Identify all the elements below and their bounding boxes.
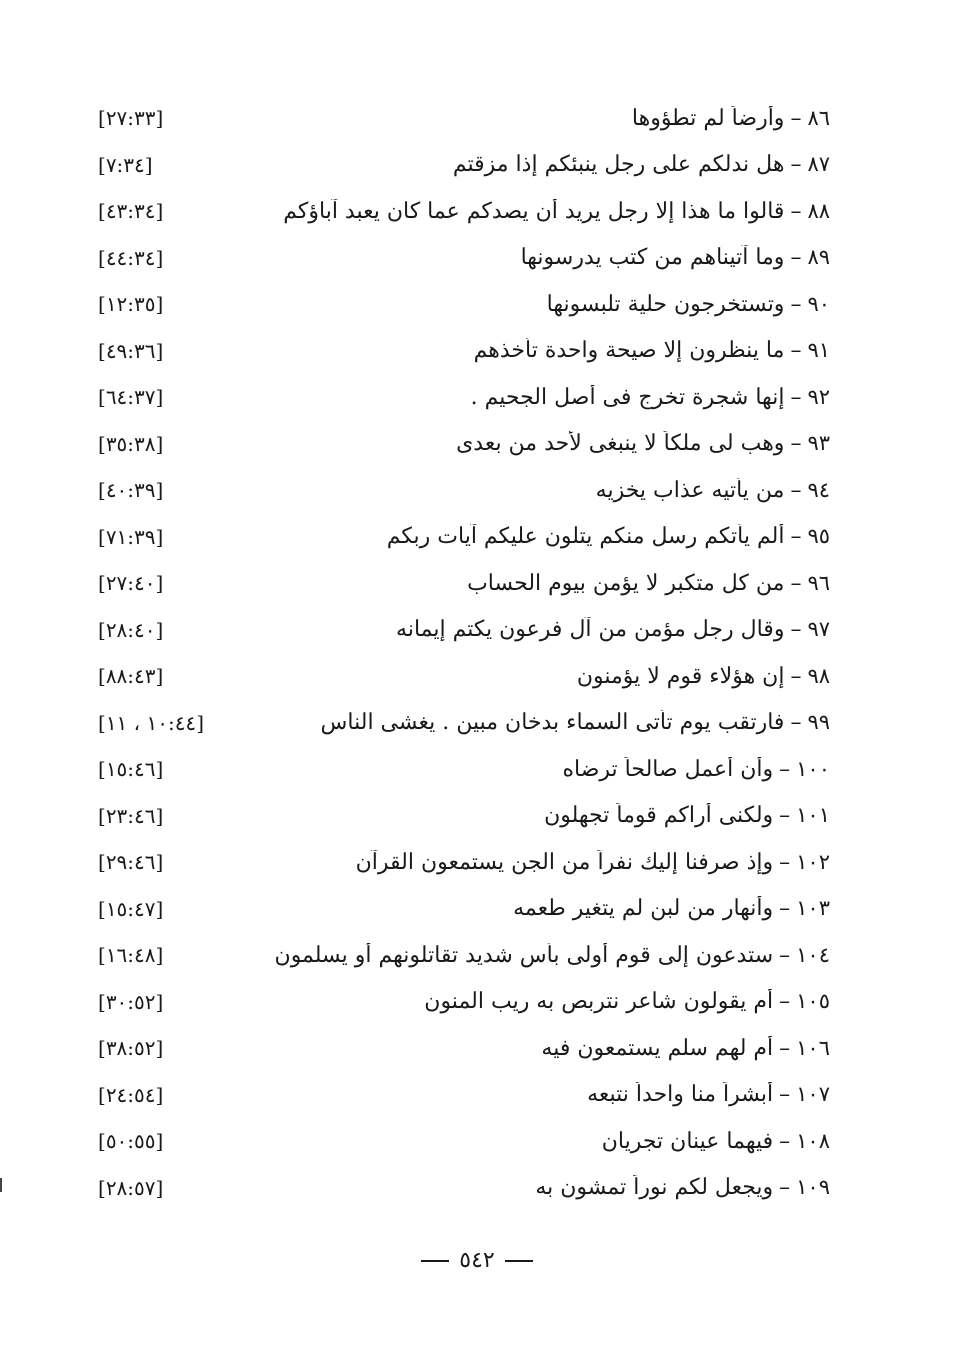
verse-line [163, 199, 830, 224]
verse-reference: [٢٧:٣٣] [98, 106, 164, 131]
verse-line [163, 571, 830, 596]
verse-number: ٨٦ [807, 105, 830, 130]
verse-reference: [٤٩:٣٦] [98, 338, 164, 363]
verse-dash: – [790, 338, 802, 364]
verse-text: قالوا ما هذا إلا رجل يريد أن يصدكم عما كان يعبد آباؤكم [283, 198, 785, 224]
verse-dash: – [790, 291, 802, 317]
verse-dash: – [790, 570, 802, 596]
verse-dash: – [790, 710, 802, 736]
verse-line [163, 106, 830, 131]
verse-reference: [٥٠:٥٥] [98, 1129, 164, 1154]
footer-rule-left [421, 1260, 449, 1262]
verse-number: ٩٨ [807, 663, 830, 688]
verse-reference: [٢٧:٤٠] [98, 571, 164, 596]
verse-text: وأرضاً لم تطؤوها [631, 105, 785, 131]
verse-dash: – [790, 384, 802, 410]
verse-reference: [٣٨:٥٢] [98, 1036, 164, 1061]
verse-list [90, 95, 830, 1211]
verse-number: ٩٧ [807, 617, 830, 642]
verse-line [163, 431, 830, 456]
verse-number: ١٠٤ [796, 942, 830, 967]
verse-line [163, 803, 830, 828]
verse-dash: – [779, 849, 791, 875]
verse-text: وتستخرجون حلية تلبسونها [546, 291, 785, 317]
verse-text: من كل متكبر لا يؤمن بيوم الحساب [467, 570, 785, 596]
verse-dash: – [779, 989, 791, 1015]
verse-line [163, 338, 830, 363]
verse-reference: [٢٣:٤٦] [98, 803, 164, 828]
verse-reference: [٧:٣٤] [98, 152, 153, 177]
verse-reference: [٣٥:٣٨] [98, 431, 164, 456]
verse-text: أم يقولون شاعر نتربص به ريب المنون [424, 989, 774, 1015]
verse-reference: [١٢:٣٥] [98, 292, 164, 317]
verse-reference: [١٥:٤٦] [98, 757, 164, 782]
list-item [90, 188, 830, 235]
verse-text: وإذ صرفنا إليك نفراً من الجن يستمعون القرآن [355, 849, 774, 875]
verse-reference: [٦٤:٣٧] [98, 385, 164, 410]
verse-reference: [٣٠:٥٢] [98, 989, 164, 1014]
verse-text: هل ندلكم على رجل ينبئكم إذا مزقتم [452, 152, 785, 178]
verse-text: ألم يأتكم رسل منكم يتلون عليكم آيات ربكم [386, 524, 785, 550]
verse-number: ٩٥ [807, 524, 830, 549]
verse-number: ١٠٦ [796, 1035, 830, 1060]
verse-line [163, 1175, 830, 1200]
list-item [90, 1072, 830, 1119]
list-item [90, 95, 830, 142]
verse-text: وهب لى ملكاً لا ينبغى لأحد من بعدى [456, 431, 785, 457]
list-item [90, 932, 830, 979]
verse-dash: – [779, 1128, 791, 1154]
verse-dash: – [790, 431, 802, 457]
verse-text: وقال رجل مؤمن من آل فرعون يكتم إيمانه [396, 617, 785, 643]
list-item [90, 421, 830, 468]
verse-line [163, 664, 830, 689]
verse-line [163, 292, 830, 317]
list-item [90, 235, 830, 282]
verse-text: إن هؤلاء قوم لا يؤمنون [576, 663, 785, 689]
verse-line [163, 943, 830, 968]
list-item [90, 1118, 830, 1165]
verse-dash: – [779, 756, 791, 782]
verse-text: فيهما عينان تجريان [601, 1128, 774, 1154]
verse-dash: – [790, 105, 802, 131]
verse-dash: – [790, 663, 802, 689]
verse-reference: [٤٣:٣٤] [98, 199, 164, 224]
verse-dash: – [779, 1035, 791, 1061]
list-item [90, 374, 830, 421]
list-item [90, 653, 830, 700]
list-item [90, 700, 830, 747]
list-item [90, 746, 830, 793]
verse-text: وأنهار من لبن لم يتغير طعمه [513, 896, 774, 922]
verse-line [163, 757, 830, 782]
verse-reference: [٨٨:٤٣] [98, 664, 164, 689]
verse-line [163, 524, 830, 549]
verse-reference: [٧١:٣٩] [98, 524, 164, 549]
verse-number: ٩٤ [807, 477, 830, 502]
verse-line [163, 1036, 830, 1061]
verse-line [163, 850, 830, 875]
verse-reference: [١٥:٤٧] [98, 896, 164, 921]
list-item [90, 1165, 830, 1212]
verse-dash: – [779, 942, 791, 968]
list-item [90, 839, 830, 886]
verse-number: ١٠٥ [796, 989, 830, 1014]
verse-number: ١٠٢ [796, 849, 830, 874]
page-number: ٥٤٢ [459, 1248, 495, 1273]
verse-reference: [٤٠:٣٩] [98, 478, 164, 503]
verse-line [163, 245, 830, 270]
verse-reference: [٤٤:٣٤] [98, 245, 164, 270]
verse-dash: – [779, 1082, 791, 1108]
verse-text: ما ينظرون إلا صيحة واحدة تأخذهم [473, 338, 785, 364]
verse-dash: – [779, 803, 791, 829]
verse-number: ٩١ [807, 338, 830, 363]
verse-text: وما آتيناهم من كتب يدرسونها [520, 245, 785, 271]
list-item [90, 142, 830, 189]
verse-text: ستدعون إلى قوم أولى بأس شديد تقاتلونهم أو يسلمون [274, 942, 774, 968]
verse-number: ١٠٣ [796, 896, 830, 921]
verse-dash: – [790, 524, 802, 550]
verse-reference: [٢٩:٤٦] [98, 850, 164, 875]
verse-dash: – [779, 896, 791, 922]
verse-text: وأن أعمل صالحاً ترضاه [562, 756, 774, 782]
verse-number: ٨٧ [807, 152, 830, 177]
verse-text: من يأتيه عذاب يخزيه [595, 477, 785, 503]
footer-rule-right [505, 1260, 533, 1262]
verse-number: ٩٠ [807, 291, 830, 316]
verse-text: فارتقب يوم تأتى السماء بدخان مبين . يغشى الناس [320, 710, 785, 736]
verse-line [163, 617, 830, 642]
list-item [90, 886, 830, 933]
verse-line [163, 385, 830, 410]
list-item [90, 328, 830, 375]
verse-number: ٩٢ [807, 384, 830, 409]
verse-reference: [١٠:٤٤ ، ١١] [98, 710, 204, 735]
verse-line [204, 710, 830, 735]
page-footer [0, 1248, 954, 1273]
verse-line [153, 152, 830, 177]
verse-line [163, 1129, 830, 1154]
verse-number: ١٠٩ [796, 1175, 830, 1200]
verse-number: ١٠١ [796, 803, 830, 828]
verse-reference: [٢٤:٥٤] [98, 1082, 164, 1107]
list-item [90, 793, 830, 840]
verse-line [163, 478, 830, 503]
list-item [90, 560, 830, 607]
verse-reference: [٢٨:٥٧] [98, 1175, 164, 1200]
verse-text: ولكنى أراكم قوماً تجهلون [544, 803, 774, 829]
verse-dash: – [790, 617, 802, 643]
verse-reference: [١٦:٤٨] [98, 943, 164, 968]
verse-dash: – [790, 152, 802, 178]
list-item [90, 281, 830, 328]
verse-dash: – [779, 1175, 791, 1201]
verse-number: ٩٦ [807, 570, 830, 595]
list-item [90, 1025, 830, 1072]
verse-line [163, 989, 830, 1014]
verse-number: ٨٨ [807, 198, 830, 223]
list-item [90, 467, 830, 514]
verse-number: ٩٣ [807, 431, 830, 456]
verse-dash: – [790, 198, 802, 224]
verse-number: ٨٩ [807, 245, 830, 270]
verse-text: إنها شجرة تخرج فى أصل الجحيم . [470, 384, 785, 410]
list-item [90, 514, 830, 561]
verse-number: ٩٩ [807, 710, 830, 735]
list-item [90, 607, 830, 654]
list-item [90, 979, 830, 1026]
verse-reference: [٢٨:٤٠] [98, 617, 164, 642]
verse-text: أم لهم سلم يستمعون فيه [541, 1035, 774, 1061]
verse-number: ١٠٠ [796, 756, 830, 781]
verse-text: أبشراً منا واحداً نتبعه [587, 1082, 774, 1108]
verse-number: ١٠٧ [796, 1082, 830, 1107]
verse-dash: – [790, 245, 802, 271]
verse-number: ١٠٨ [796, 1128, 830, 1153]
verse-text: ويجعل لكم نوراً تمشون به [535, 1175, 774, 1201]
verse-line [163, 1082, 830, 1107]
scan-edge-mark [0, 1178, 2, 1192]
verse-dash: – [790, 477, 802, 503]
verse-line [163, 896, 830, 921]
